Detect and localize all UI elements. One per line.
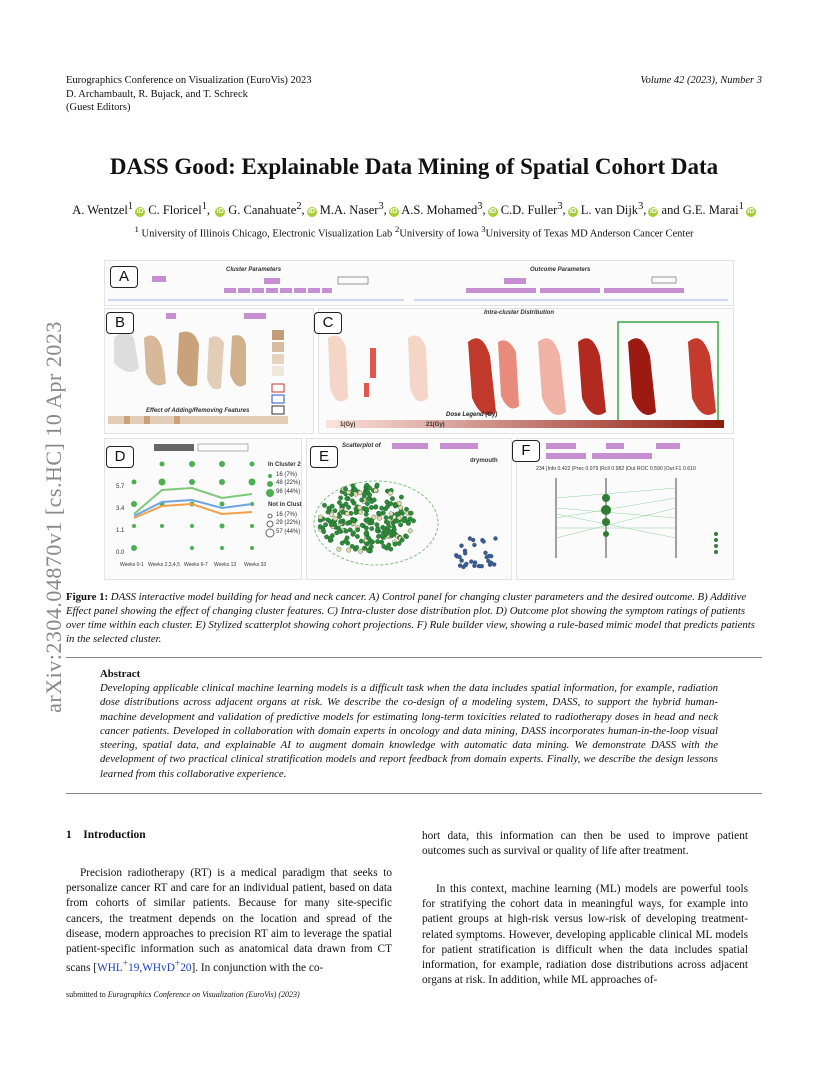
affiliation-2: University of Iowa bbox=[399, 228, 479, 240]
scatter-label: drymouth bbox=[470, 458, 498, 464]
scatter-point bbox=[329, 523, 333, 527]
scatter-point bbox=[358, 510, 362, 514]
scatter-point bbox=[364, 507, 368, 511]
abstract-bottom-rule bbox=[66, 793, 762, 794]
section-title: Introduction bbox=[83, 829, 146, 841]
header-conference: Eurographics Conference on Visualization (EuroVis) 2023 bbox=[66, 75, 312, 86]
scatter-point bbox=[376, 527, 380, 531]
scatter-point bbox=[330, 513, 334, 517]
author: G.E. Marai$^1$ iD bbox=[682, 201, 755, 218]
scatter-point bbox=[399, 506, 403, 510]
scatter-point bbox=[375, 483, 379, 487]
scatter-point bbox=[364, 526, 368, 530]
scatter-point bbox=[345, 521, 349, 525]
author: A.S. Mohamed$^3$, iD bbox=[401, 201, 497, 218]
scatter-point bbox=[400, 538, 404, 542]
f-stats: 234 |Info 0.422 |Prec 0.979 |Rcll 0.982 |Out ROC 0.590 |Out F1 0.610 bbox=[536, 466, 696, 472]
scatter-point bbox=[366, 517, 370, 521]
scatter-point bbox=[459, 544, 463, 548]
scatter-point bbox=[343, 539, 347, 543]
scatter-point bbox=[469, 559, 473, 563]
scatter-point bbox=[338, 529, 342, 533]
scatter-point bbox=[374, 505, 378, 509]
scatter-point bbox=[322, 503, 326, 507]
panel-label-a: A bbox=[110, 266, 138, 288]
panel-label-d: D bbox=[106, 446, 134, 468]
orcid-icon[interactable]: iD bbox=[569, 208, 577, 216]
scatter-point bbox=[402, 519, 406, 523]
author-list: A. Wentzel$^1$ iD C. Floricel$^1$, iD G. Canahuate$^2$, iD M.A. Naser$^3$, iD A.S. Mohamed$^3$, iD C.D. Fuller$^3$, iD L. van Dijk$^3$, iD and G.E. Marai$^1$ iD bbox=[72, 201, 755, 218]
section-number: 1 bbox=[66, 829, 72, 841]
scatter-point bbox=[454, 553, 458, 557]
scatter-point bbox=[344, 529, 348, 533]
scatter-title: Scatterplot of bbox=[342, 443, 381, 449]
author: C.D. Fuller$^3$, iD bbox=[500, 201, 577, 218]
scatter-point bbox=[380, 540, 384, 544]
scatter-point bbox=[339, 519, 343, 523]
scatter-point bbox=[351, 531, 355, 535]
d-legend-item: 96 (44%) bbox=[276, 489, 301, 495]
scatter-point bbox=[318, 524, 322, 528]
scatter-point bbox=[472, 564, 476, 568]
scatter-point bbox=[339, 496, 343, 500]
d-legend-item: 16 (7%) bbox=[276, 472, 298, 478]
scatter-point bbox=[393, 502, 397, 506]
scatter-point bbox=[358, 506, 362, 510]
scatter-point bbox=[343, 487, 347, 491]
scatter-point bbox=[369, 545, 373, 549]
scatter-point bbox=[380, 506, 384, 510]
d-legend-item: 16 (7%) bbox=[276, 512, 298, 518]
d-legend-title-2: Not in Clust bbox=[268, 502, 302, 508]
orcid-icon[interactable]: iD bbox=[649, 208, 657, 216]
control-panel-graphic bbox=[104, 260, 732, 304]
scatter-point bbox=[463, 563, 467, 567]
d-legend-item: 48 (22%) bbox=[276, 480, 301, 486]
scatter-point bbox=[388, 491, 392, 495]
scatter-point bbox=[360, 523, 364, 527]
figure-caption bbox=[66, 590, 762, 646]
scatter-point bbox=[385, 504, 389, 508]
scatter-point bbox=[318, 515, 322, 519]
scatter-point bbox=[393, 542, 397, 546]
scatter-point bbox=[399, 495, 403, 499]
scatter-point bbox=[328, 536, 332, 540]
scatter-point bbox=[385, 500, 389, 504]
scatter-point bbox=[364, 532, 368, 536]
scatter-point bbox=[404, 534, 408, 538]
affiliation-3: University of Texas MD Anderson Cancer Center bbox=[485, 228, 694, 240]
scatter-point bbox=[384, 515, 388, 519]
d-xtick: Weeks 2,3,4,5 bbox=[148, 562, 180, 568]
author: G. Canahuate$^2$, iD bbox=[228, 201, 316, 218]
scatter-point bbox=[483, 551, 487, 555]
abstract-text: Developing applicable clinical machine learning models is a difficult task when the data includes spatial information, for example, radiation dose distributions across adjacent organs at risk. We describe the co-design of a modeling system, DASS, to support the hybrid human-machine development and validation of predictive models for estimating long-term toxicities related to radiotherapy doses in head and neck cancer patients. Developed in collaboration with domain experts in oncology and data mining, DASS incorporates human-in-the-loop visual steering, spatial data, and explainable AI to augment domain knowledge with automatic data mining. We demonstrate DASS with the development of two practical clinical stratification models and report feedback from domain experts. Finally, we describe the design lessons learned from this collaborative experience. bbox=[100, 682, 718, 780]
scatter-point bbox=[356, 528, 360, 532]
scatter-point bbox=[377, 516, 381, 520]
scatter-point bbox=[468, 536, 472, 540]
scatter-point bbox=[390, 496, 394, 500]
orcid-icon[interactable]: iD bbox=[308, 208, 316, 216]
scatter-point bbox=[459, 558, 463, 562]
scatter-point bbox=[485, 555, 489, 559]
outcome-params-title: Outcome Parameters bbox=[530, 267, 591, 273]
affiliations: $^1$ University of Illinois Chicago, Electronic Visualization Lab $^2$University of Iowa $^3$University of Texas MD Anderson Cancer Center bbox=[134, 224, 694, 240]
d-ytick-4: 0.0 bbox=[116, 550, 125, 556]
scatter-point bbox=[340, 510, 344, 514]
dose-tick-2: 21(Gy) bbox=[426, 422, 445, 428]
d-legend-item: 57 (44%) bbox=[276, 529, 301, 535]
arxiv-identifier: arXiv:2304.04870v1 [cs.HC] 10 Apr 2023 bbox=[41, 321, 66, 713]
scatter-point bbox=[323, 523, 327, 527]
scatter-point bbox=[489, 554, 493, 558]
scatter-point bbox=[480, 538, 484, 542]
scatter-point bbox=[366, 536, 370, 540]
orcid-icon[interactable]: iD bbox=[747, 208, 755, 216]
scatter-point bbox=[386, 521, 390, 525]
scatter-point bbox=[395, 512, 399, 516]
scatter-point bbox=[350, 499, 354, 503]
paper-title: DASS Good: Explainable Data Mining of Spatial Cohort Data bbox=[109, 154, 719, 179]
scatter-point bbox=[378, 512, 382, 516]
scatter-point bbox=[369, 505, 373, 509]
orcid-icon[interactable]: iD bbox=[489, 208, 497, 216]
scatter-point bbox=[493, 536, 497, 540]
author: M.A. Naser$^3$, iD bbox=[319, 201, 398, 218]
scatter-point bbox=[337, 547, 341, 551]
intro-right-paragraph-2: In this context, machine learning (ML) models are powerful tools for stratifying the cohort data in meaningful ways, for example into patient groups at high-risk versus low-risk of developing treatment-related symptoms. However, developing applicable clinical ML models for patient stratification is difficult when the data includes spatial information, for example, radiation dose distributions across adjacent organs at risk. In addition, while ML approaches of- bbox=[422, 883, 748, 987]
scatter-point bbox=[376, 534, 380, 538]
d-legend-item: 29 (22%) bbox=[276, 520, 301, 526]
caption-label: Figure 1: bbox=[66, 591, 109, 603]
caption-text: DASS interactive model building for head and neck cancer. A) Control panel for changing cluster parameters and the desired outcome. B) Additive Effect panel showing the effect of changing cluster features. C) Intra-cluster dose distribution plot. D) Outcome plot showing the symptom ratings of patients over time within each cluster. E) Stylized scatterplot showing cohort projections. F) Rule builder view, showing a rule-based mimic model that predicts patients in the selected cluster. bbox=[66, 591, 756, 645]
scatter-point bbox=[355, 534, 359, 538]
scatter-point bbox=[355, 545, 359, 549]
scatter-point bbox=[472, 543, 476, 547]
dose-tick-1: 1(Gy) bbox=[340, 422, 356, 428]
author: C. Floricel$^1$, bbox=[148, 201, 211, 218]
header-editors: D. Archambault, R. Bujack, and T. Schreck bbox=[66, 88, 248, 100]
scatter-point bbox=[463, 551, 467, 555]
d-ytick-2: 3.4 bbox=[116, 506, 125, 512]
scatter-point bbox=[333, 516, 337, 520]
scatter-point bbox=[395, 519, 399, 523]
scatter-point bbox=[326, 510, 330, 514]
scatter-point bbox=[408, 529, 412, 533]
author: L. van Dijk$^3$, iD bbox=[580, 201, 657, 218]
scatter-point bbox=[359, 539, 363, 543]
dose-distribution-graphic bbox=[318, 308, 732, 432]
scatter-point bbox=[372, 515, 376, 519]
scatter-point bbox=[346, 505, 350, 509]
panel-label-e: E bbox=[310, 446, 338, 468]
scatter-point bbox=[347, 548, 351, 552]
journal-header bbox=[66, 74, 312, 115]
scatter-point bbox=[352, 519, 356, 523]
scatter-point bbox=[358, 549, 362, 553]
scatter-point bbox=[354, 492, 358, 496]
d-xtick: Weeks 6-7 bbox=[184, 562, 208, 568]
scatter-point bbox=[366, 548, 370, 552]
scatter-point bbox=[392, 528, 396, 532]
intra-cluster-title: Intra-cluster Distribution bbox=[484, 310, 555, 316]
header-guest-editors: (Guest Editors) bbox=[66, 102, 131, 113]
affiliation-1: University of Illinois Chicago, Electronic Visualization Lab bbox=[141, 228, 393, 240]
scatter-point bbox=[411, 519, 415, 523]
d-xtick: Weeks 13 bbox=[214, 562, 237, 568]
panel-label-c: C bbox=[314, 312, 342, 334]
scatter-point bbox=[374, 488, 378, 492]
scatter-point bbox=[345, 496, 349, 500]
scatter-point bbox=[367, 486, 371, 490]
d-ytick-1: 5.7 bbox=[116, 484, 125, 490]
panel-label-b: B bbox=[106, 312, 134, 334]
scatter-point bbox=[370, 526, 374, 530]
scatter-point bbox=[337, 500, 341, 504]
page-footer: submitted to Eurographics Conference on Visualization (EuroVis) (2023) bbox=[66, 990, 300, 999]
scatter-point bbox=[382, 544, 386, 548]
abstract-heading: Abstract bbox=[100, 668, 141, 680]
scatter-point bbox=[333, 509, 337, 513]
scatter-point bbox=[406, 521, 410, 525]
intro-left-paragraph: Precision radiotherapy (RT) is a medical paradigm that seeks to personalize cancer RT and care for an individual patient, based on data from cohorts of similar patients. Because for many site-specific cancers, the treatment depends on the location and spread of the disease, modern approaches to precision RT aim to leverage the spatial patient-specific information such as anatomical data drawn from CT scans [WHL+19,WHvD+20]. In conjunction with the co- bbox=[66, 867, 392, 974]
section-heading bbox=[66, 829, 146, 841]
author: A. Wentzel$^1$ iD bbox=[72, 201, 144, 218]
scatter-point bbox=[389, 547, 393, 551]
intro-right-paragraph-1: hort data, this information can then be used to improve patient outcomes such as survival or quality of life after treatment. bbox=[422, 830, 748, 858]
orcid-icon[interactable]: iD bbox=[136, 208, 144, 216]
citation-link[interactable]: WHL+19,WHvD+20 bbox=[97, 959, 192, 974]
scatter-point bbox=[360, 498, 364, 502]
effect-title: Effect of Adding/Removing Features bbox=[146, 408, 250, 414]
dose-legend-title: Dose Legend (Gy) bbox=[446, 412, 498, 418]
orcid-icon[interactable]: iD bbox=[390, 208, 398, 216]
scatter-point bbox=[358, 491, 362, 495]
panel-label-f: F bbox=[512, 440, 540, 462]
scatter-point bbox=[380, 533, 384, 537]
scatter-point bbox=[346, 490, 350, 494]
scatter-point bbox=[326, 518, 330, 522]
scatter-point bbox=[362, 546, 366, 550]
scatter-point bbox=[353, 487, 357, 491]
d-xtick: Weeks 0-1 bbox=[120, 562, 144, 568]
d-ytick-3: 1.1 bbox=[116, 528, 125, 534]
scatter-point bbox=[398, 523, 402, 527]
d-legend-title-1: In Cluster 2 bbox=[268, 462, 301, 468]
abstract-top-rule bbox=[66, 657, 762, 658]
scatter-point bbox=[354, 510, 358, 514]
scatter-point bbox=[330, 504, 334, 508]
teaser-figure bbox=[96, 258, 740, 580]
scatter-point bbox=[375, 539, 379, 543]
orcid-icon[interactable]: iD bbox=[216, 208, 224, 216]
scatter-point bbox=[389, 512, 393, 516]
rule-builder-graphic bbox=[516, 438, 732, 578]
scatter-point bbox=[477, 564, 481, 568]
scatter-point bbox=[367, 493, 371, 497]
scatter-point bbox=[365, 501, 369, 505]
scatter-point bbox=[345, 512, 349, 516]
d-xtick: Weeks 33 bbox=[244, 562, 267, 568]
scatter-point bbox=[486, 559, 490, 563]
scatter-point bbox=[364, 512, 368, 516]
scatter-point bbox=[375, 523, 379, 527]
scatter-point bbox=[408, 511, 412, 515]
cluster-params-title: Cluster Parameters bbox=[226, 267, 282, 273]
header-volume: Volume 42 (2023), Number 3 bbox=[640, 75, 762, 86]
scatter-point bbox=[337, 514, 341, 518]
